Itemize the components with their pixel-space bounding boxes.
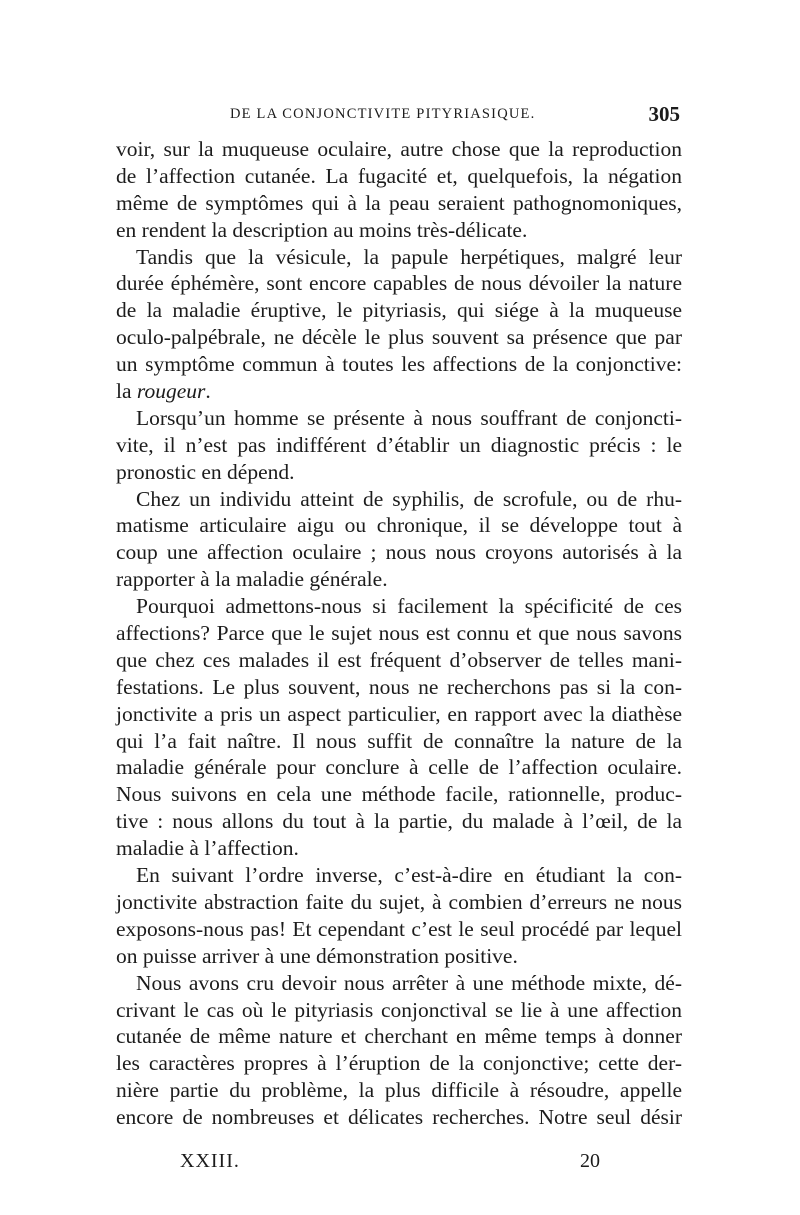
paragraph <box>116 136 682 244</box>
text-line: Nous suivons en cela une méthode facile, rationnelle, produc- <box>116 782 682 807</box>
text-line: Tandis que la vésicule, la papule herpétiques, malgré leur <box>136 244 682 269</box>
body-text <box>116 136 682 1131</box>
text-line: que chez ces malades il est fréquent d’observer de telles mani- <box>116 647 682 672</box>
page-number: 305 <box>648 102 680 126</box>
text-line: crivant le cas où le pityriasis conjonctival se lie à une affection <box>116 997 682 1022</box>
page-footer <box>180 1150 600 1180</box>
text-line: maladie à l’affection. <box>116 836 299 861</box>
text-line: durée éphémère, sont encore capables de nous dévoiler la nature <box>116 271 682 296</box>
text-line: un symptôme commun à toutes les affections de la conjonctive: <box>116 352 682 377</box>
signature-mark: XXIII. <box>180 1150 240 1172</box>
paragraph <box>116 970 682 1131</box>
text-line: même de symptômes qui à la peau seraient pathognomoniques, <box>116 190 682 215</box>
text-line: qui l’a fait naître. Il nous suffit de connaître la nature de la <box>116 728 682 753</box>
paragraph <box>116 486 682 594</box>
text-line: Nous avons cru devoir nous arrêter à une méthode mixte, dé- <box>136 970 682 995</box>
text-line: rapporter à la maladie générale. <box>116 567 388 592</box>
text-line: vite, il n’est pas indifférent d’établir un diagnostic précis : le <box>116 432 682 457</box>
emphasis: rougeur <box>136 379 206 404</box>
text-line: coup une affection oculaire ; nous nous croyons autorisés à la <box>116 540 682 565</box>
text-line: la rougeur. <box>116 379 211 404</box>
text-line: exposons-nous pas! Et cependant c’est le seul procédé par lequel <box>116 916 682 941</box>
paragraph <box>116 405 682 486</box>
text-line: festations. Le plus souvent, nous ne recherchons pas si la con- <box>116 674 682 699</box>
text-line: pronostic en dépend. <box>116 459 295 484</box>
text-line: Lorsqu’un homme se présente à nous souffrant de conjoncti- <box>136 405 682 430</box>
text-line: les caractères propres à l’éruption de la conjonctive; cette der- <box>116 1051 682 1076</box>
paragraph <box>116 244 682 405</box>
text-line: encore de nombreuses et délicates recherches. Notre seul désir <box>116 1105 682 1130</box>
text-line: on puisse arriver à une démonstration positive. <box>116 943 518 968</box>
text-line: matisme articulaire aigu ou chronique, il se développe tout à <box>116 513 682 538</box>
text-line: jonctivite a pris un aspect particulier, en rapport avec la diathèse <box>116 701 682 726</box>
text-line: voir, sur la muqueuse oculaire, autre chose que la reproduction <box>116 137 682 161</box>
text-line: Chez un individu atteint de syphilis, de scrofule, ou de rhu- <box>136 486 682 511</box>
text-line: nière partie du problème, la plus difficile à résoudre, appelle <box>116 1078 682 1103</box>
running-head <box>200 102 680 132</box>
text-line: tive : nous allons du tout à la partie, du malade à l’œil, de la <box>116 809 682 834</box>
text-line: jonctivite abstraction faite du sujet, à combien d’erreurs ne nous <box>116 889 682 914</box>
text-line: En suivant l’ordre inverse, c’est-à-dire en étudiant la con- <box>136 863 682 888</box>
paragraph <box>116 593 682 862</box>
text-line: en rendent la description au moins très-délicate. <box>116 217 528 242</box>
text-line: affections? Parce que le sujet nous est connu et que nous savons <box>116 621 682 646</box>
running-head-title: DE LA CONJONCTIVITE PITYRIASIQUE. <box>230 106 536 122</box>
paragraph <box>116 862 682 970</box>
text-line: maladie générale pour conclure à celle de l’affection oculaire. <box>116 755 682 780</box>
text-line: oculo-palpébrale, ne décèle le plus souvent sa présence que par <box>116 325 682 350</box>
text-line: de la maladie éruptive, le pityriasis, qui siége à la muqueuse <box>116 298 682 323</box>
text-line: Pourquoi admettons-nous si facilement la spécificité de ces <box>136 594 682 619</box>
sheet-number: 20 <box>580 1150 600 1172</box>
text-line: de l’affection cutanée. La fugacité et, quelquefois, la négation <box>116 163 682 188</box>
text-line: cutanée de même nature et cherchant en même temps à donner <box>116 1024 682 1049</box>
